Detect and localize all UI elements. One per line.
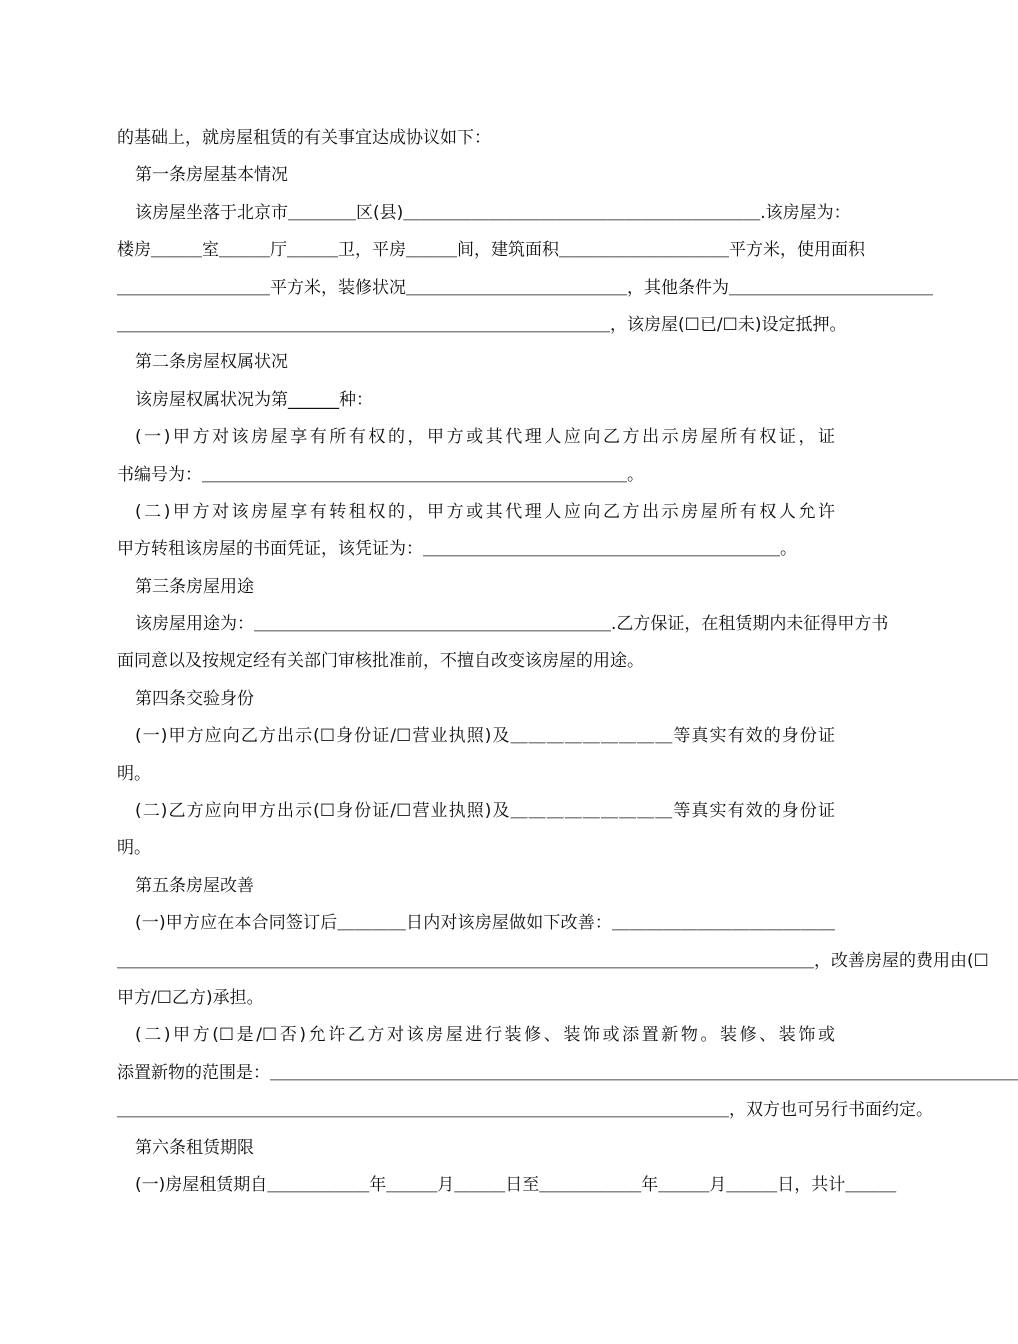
contract-text-line: 楼房＿＿＿室＿＿＿厅＿＿＿卫，平房＿＿＿间，建筑面积＿＿＿＿＿＿＿＿＿＿平方米，使用面积 [117,240,865,261]
contract-text-line: (二)乙方应向甲方出示(☐身份证/☐营业执照)及＿＿＿＿＿＿＿＿＿等真实有效的身份证 [135,801,835,822]
contract-text-line: 该房屋用途为：＿＿＿＿＿＿＿＿＿＿＿＿＿＿＿＿＿＿＿＿＿.乙方保证，在租赁期内未征得甲方书 [135,614,889,635]
contract-text-line: (二)甲方(☐是/☐否)允许乙方对该房屋进行装修、装饰或添置新物。装修、装饰或 [135,1025,835,1046]
contract-text-line: 第六条租赁期限 [135,1137,254,1158]
contract-text-line: 第五条房屋改善 [135,875,254,896]
contract-page [117,120,1018,1204]
contract-text-line: ＿＿＿＿＿＿＿＿＿＿＿＿＿＿＿＿＿＿＿＿＿＿＿＿＿＿＿＿＿＿＿＿＿＿＿＿，双方也可另行书面约定。 [117,1100,933,1121]
contract-text-line: 第二条房屋权属状况 [135,352,288,373]
contract-text-line: 明。 [117,763,151,784]
contract-text-line: (一)甲方应向乙方出示(☐身份证/☐营业执照)及＿＿＿＿＿＿＿＿＿等真实有效的身份证 [135,726,835,747]
contract-text-line: (一)甲方对该房屋享有所有权的，甲方或其代理人应向乙方出示房屋所有权证，证 [135,427,835,448]
contract-text-line: 第一条房屋基本情况 [135,165,288,186]
contract-text-line: (二)甲方对该房屋享有转租权的，甲方或其代理人应向乙方出示房屋所有权人允许 [135,501,835,522]
contract-text-line: 该房屋权属状况为第______种： [135,389,373,410]
contract-text-line: 甲方/☐乙方)承担。 [117,987,264,1008]
contract-text-line: (一)房屋租赁期自＿＿＿＿＿＿年＿＿＿月＿＿＿日至＿＿＿＿＿＿年＿＿＿月＿＿＿日，共计＿＿＿ [135,1174,897,1195]
contract-text-line: ＿＿＿＿＿＿＿＿＿＿＿＿＿＿＿＿＿＿＿＿＿＿＿＿＿＿＿＿＿，该房屋(☐已/☐未)设定抵押。 [117,314,847,335]
contract-text-line: 第四条交验身份 [135,688,254,709]
contract-text-line: 添置新物的范围是：＿＿＿＿＿＿＿＿＿＿＿＿＿＿＿＿＿＿＿＿＿＿＿＿＿＿＿＿＿＿＿＿＿＿＿＿＿＿＿＿＿＿＿＿ [117,1062,1018,1083]
contract-text-line: 该房屋坐落于北京市＿＿＿＿区(县)＿＿＿＿＿＿＿＿＿＿＿＿＿＿＿＿＿＿＿＿＿.该房屋为： [135,202,851,223]
contract-text-line: 的基础上，就房屋租赁的有关事宜达成协议如下： [117,128,491,148]
contract-text-line: ＿＿＿＿＿＿＿＿＿＿＿＿＿＿＿＿＿＿＿＿＿＿＿＿＿＿＿＿＿＿＿＿＿＿＿＿＿＿＿＿＿，改善房屋的费用由(☐ [117,950,989,971]
contract-text-line: 面同意以及按规定经有关部门审核批准前，不擅自改变该房屋的用途。 [117,651,644,672]
contract-text-line: (一)甲方应在本合同签订后＿＿＿＿日内对该房屋做如下改善：＿＿＿＿＿＿＿＿＿＿＿＿＿ [135,913,835,934]
contract-text-line: 明。 [117,838,151,859]
contract-text-line: 甲方转租该房屋的书面凭证，该凭证为：＿＿＿＿＿＿＿＿＿＿＿＿＿＿＿＿＿＿＿＿＿。 [117,539,797,560]
contract-text-line: 书编号为：＿＿＿＿＿＿＿＿＿＿＿＿＿＿＿＿＿＿＿＿＿＿＿＿＿。 [117,464,644,485]
contract-text-line: ＿＿＿＿＿＿＿＿＿平方米，装修状况＿＿＿＿＿＿＿＿＿＿＿＿＿，其他条件为＿＿＿＿＿＿＿＿＿＿＿＿ [117,277,933,298]
contract-text-line: 第三条房屋用途 [135,576,254,597]
